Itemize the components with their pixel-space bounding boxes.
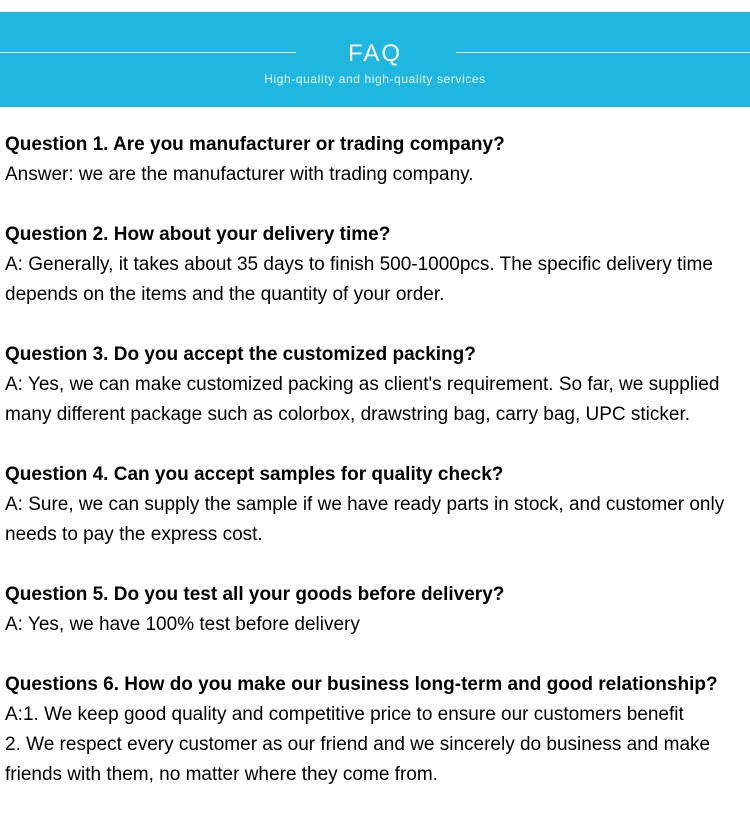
faq-question: Question 3. Do you accept the customized packing?	[5, 344, 476, 365]
faq-answer-line: A: Generally, it takes about 35 days to finish 500-1000pcs. The specific delivery time	[5, 254, 713, 275]
faq-item	[5, 580, 747, 640]
faq-question: Question 1. Are you manufacturer or trading company?	[5, 134, 505, 155]
faq-answer-line: needs to pay the express cost.	[5, 524, 263, 545]
faq-answer-line: A: Yes, we can make customized packing as client's requirement. So far, we supplied	[5, 374, 720, 395]
faq-answer-line: 2. We respect every customer as our friend and we sincerely do business and make	[5, 734, 711, 755]
faq-list	[5, 130, 747, 820]
faq-item	[5, 460, 747, 550]
faq-question: Question 5. Do you test all your goods before delivery?	[5, 584, 505, 605]
faq-answer	[5, 700, 747, 790]
faq-item	[5, 220, 747, 310]
faq-answer	[5, 610, 747, 640]
faq-answer-line: A:1. We keep good quality and competitive price to ensure our customers benefit	[5, 704, 684, 725]
faq-banner	[0, 12, 750, 107]
faq-answer	[5, 370, 747, 430]
page-subtitle: High-quality and high-quality services	[264, 72, 486, 86]
faq-question: Question 2. How about your delivery time?	[5, 224, 391, 245]
faq-item	[5, 130, 747, 190]
page-title: FAQ	[347, 40, 402, 67]
faq-answer	[5, 490, 747, 550]
faq-answer-line: A: Yes, we have 100% test before delivery	[5, 614, 360, 635]
faq-answer-line: A: Sure, we can supply the sample if we have ready parts in stock, and customer only	[5, 494, 725, 515]
faq-answer-line: many different package such as colorbox, drawstring bag, carry bag, UPC sticker.	[5, 404, 691, 425]
faq-question: Question 4. Can you accept samples for quality check?	[5, 464, 504, 485]
faq-answer-line: depends on the items and the quantity of your order.	[5, 284, 445, 305]
faq-answer	[5, 160, 747, 190]
faq-answer	[5, 250, 747, 310]
faq-item	[5, 670, 747, 790]
faq-answer-line: Answer: we are the manufacturer with trading company.	[5, 164, 474, 185]
faq-answer-line: friends with them, no matter where they come from.	[5, 764, 438, 785]
faq-item	[5, 340, 747, 430]
faq-question: Questions 6. How do you make our business long-term and good relationship?	[5, 674, 718, 695]
